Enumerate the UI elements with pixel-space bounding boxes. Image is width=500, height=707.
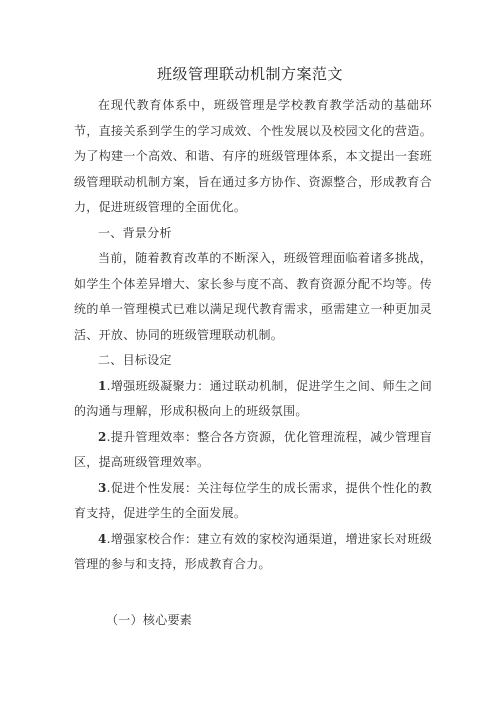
goal-text: .提升管理效率：整合各方资源，优化管理流程，减少管理盲区，提高班级管理效率。 [74,429,432,469]
goal-item-1 [74,374,432,425]
goal-text: .增强家校合作：建立有效的家校沟通渠道，增进家长对班级管理的参与和支持，形成教育合力。 [74,531,432,571]
subsection-heading-core: （一）核心要素 [106,612,193,627]
goal-item-2 [74,425,432,476]
goal-item-4 [74,527,432,578]
goal-text: .增强班级凝聚力：通过联动机制，促进学生之间、师生之间的沟通与理解，形成积极向上的班级氛围。 [74,378,432,418]
goal-number: 1 [98,378,107,393]
goal-number: 3 [98,480,107,495]
section-heading-background: 一、背景分析 [98,225,172,240]
background-paragraph: 当前，随着教育改革的不断深入，班级管理面临着诸多挑战，如学生个体差异增大、家长参与度不高、教育资源分配不均等。传统的单一管理模式已难以满足现代教育需求，亟需建立一种更加灵活、开放、协同的班级管理联动机制。 [74,251,432,342]
section-spacer [74,578,432,608]
goal-number: 4 [98,531,107,546]
document-body [74,93,432,633]
goal-item-3 [74,476,432,527]
document-title: 班级管理联动机制方案范文 [156,65,343,83]
intro-paragraph: 在现代教育体系中，班级管理是学校教育教学活动的基础环节，直接关系到学生的学习成效、个性发展以及校园文化的营造。为了构建一个高效、和谐、有序的班级管理体系，本文提出一套班级管理联动机制方案，旨在通过多方协作、资源整合，形成教育合力，促进班级管理的全面优化。 [74,98,432,214]
goal-text: .促进个性发展：关注每位学生的成长需求，提供个性化的教育支持，促进学生的全面发展。 [74,480,432,520]
section-heading-goals: 二、目标设定 [98,353,172,367]
goal-number: 2 [98,429,107,444]
